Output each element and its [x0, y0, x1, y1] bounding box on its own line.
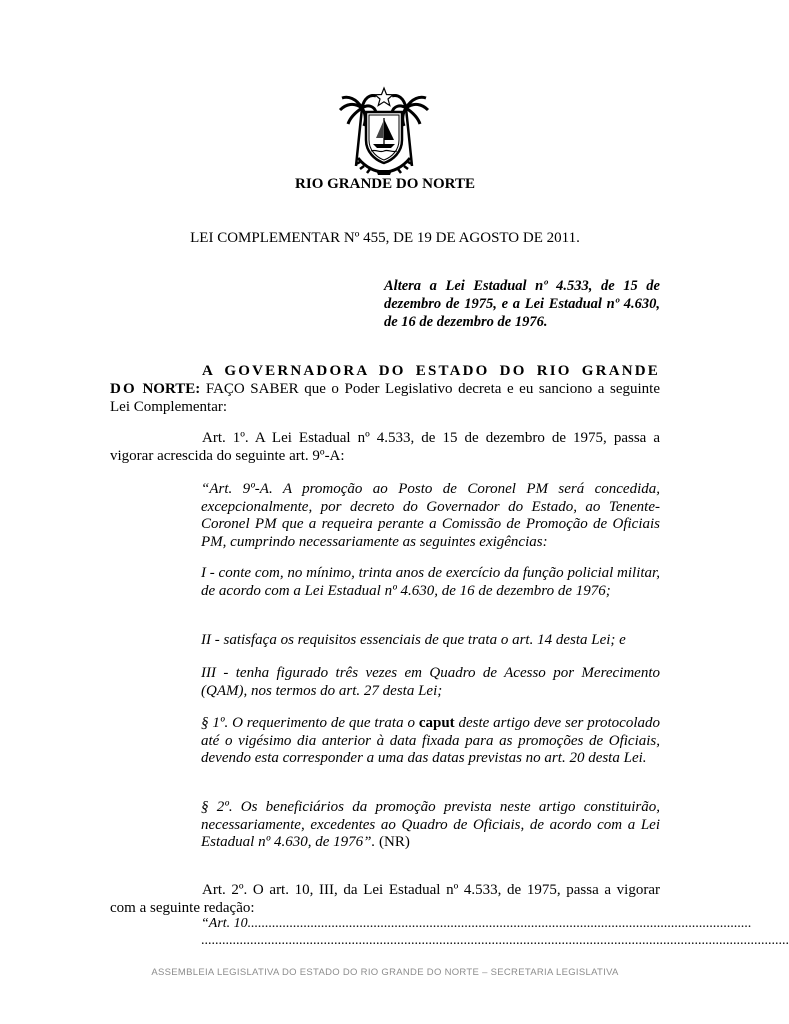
- paragraph-1-text-b: deste artigo deve ser protocolado até o vigésimo dia anterior à data fixada para as promoções de Oficiais, devendo esta corresponder a uma das datas previstas no art. 20 desta Lei.: [201, 715, 660, 766]
- paragraph-2-text: § 2º. Os beneficiários da promoção prevista neste artigo constituirão, necessariamente, excedentes ao Quadro de Oficiais, de acordo com a Lei Estadual nº 4.630, de 1976”.: [201, 799, 660, 850]
- paragraph-1-text-a: § 1º. O requerimento de que trata o: [201, 715, 419, 731]
- preamble-bold-lead: A GOVERNADORA DO ESTADO DO RIO GRANDE DO: [110, 363, 660, 397]
- preamble-paragraph: [110, 362, 660, 416]
- page-footer: ASSEMBLEIA LEGISLATIVA DO ESTADO DO RIO GRANDE DO NORTE – SECRETARIA LEGISLATIVA: [151, 967, 619, 978]
- article-2-paragraph: Art. 2º. O art. 10, III, da Lei Estadual nº 4.533, de 1975, passa a vigorar com a seguinte redação:: [110, 882, 660, 916]
- law-summary: Altera a Lei Estadual nº 4.533, de 15 de dezembro de 1975, e a Lei Estadual nº 4.630, de 16 de dezembro de 1976.: [384, 278, 660, 330]
- article-9a-caput: “Art. 9º-A. A promoção ao Posto de Coronel PM será concedida, excepcionalmente, por decreto do Governador do Estado, ao Tenente-Coronel PM que a requeira perante a Comissão de Promoção de Oficiais PM, cumprindo necessariamente as seguintes exigências:: [201, 481, 660, 550]
- article-10-quote-start: “Art. 10................................................................................................................................................: [201, 916, 752, 931]
- paragraph-2: [201, 799, 660, 852]
- state-name-heading: RIO GRANDE DO NORTE: [295, 176, 475, 192]
- preamble-bold-lead-2: NORTE:: [142, 381, 201, 397]
- omitted-text-dots: ........................................................................................................................................................................: [201, 933, 789, 948]
- article-1-paragraph: Art. 1º. A Lei Estadual nº 4.533, de 15 de dezembro de 1975, passa a vigorar acrescida do seguinte art. 9º-A:: [110, 430, 660, 464]
- inciso-2: II - satisfaça os requisitos essenciais de que trata o art. 14 desta Lei; e: [201, 632, 626, 648]
- paragraph-1-caput-term: caput: [418, 715, 455, 731]
- paragraph-1: [201, 715, 660, 768]
- law-title: LEI COMPLEMENTAR Nº 455, DE 19 DE AGOSTO DE 2011.: [190, 230, 580, 246]
- paragraph-2-nr-tag: (NR): [375, 834, 410, 850]
- inciso-1: I - conte com, no mínimo, trinta anos de exercício da função policial militar, de acordo com a Lei Estadual nº 4.630, de 16 de dezembro de 1976;: [201, 565, 660, 599]
- inciso-3: III - tenha figurado três vezes em Quadro de Acesso por Merecimento (QAM), nos termos do art. 27 desta Lei;: [201, 665, 660, 699]
- preamble-text: FAÇO SABER que o Poder Legislativo decreta e eu sanciono a seguinte Lei Complementar:: [110, 381, 660, 415]
- state-coat-of-arms-icon: [336, 86, 432, 178]
